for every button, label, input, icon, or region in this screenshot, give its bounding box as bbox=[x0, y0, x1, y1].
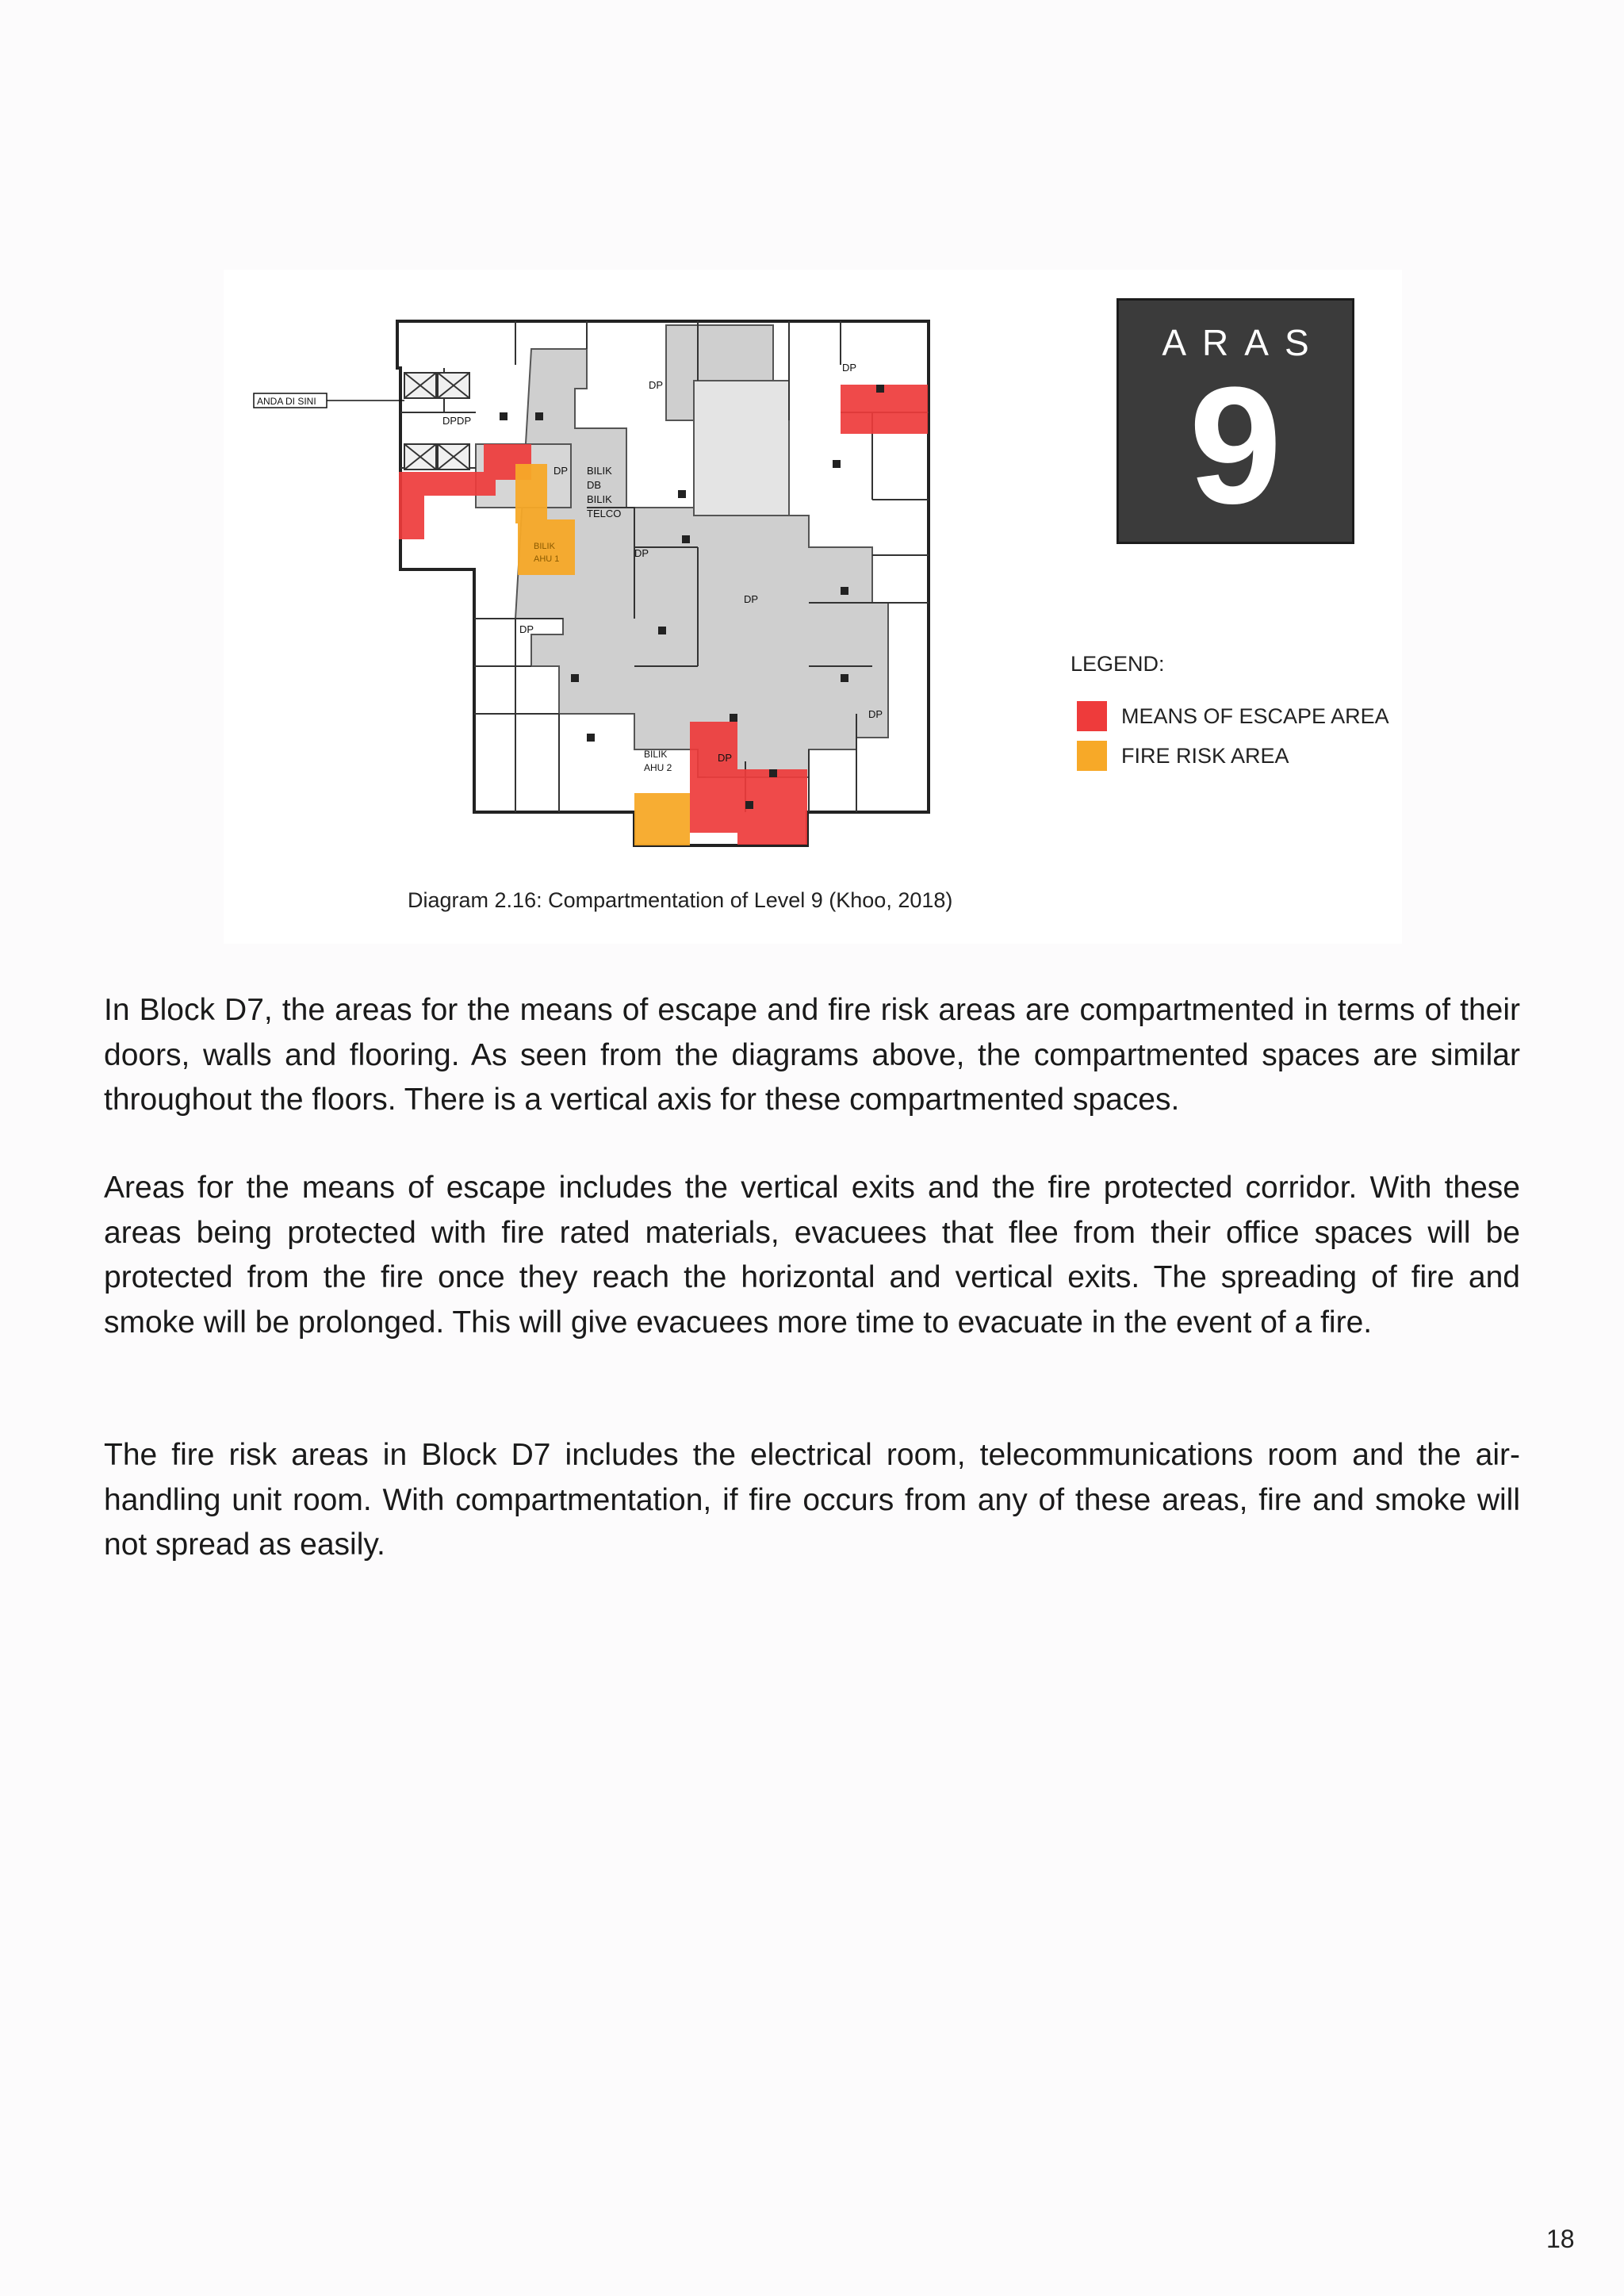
dp-label: DP bbox=[649, 379, 664, 391]
level-sign bbox=[1116, 298, 1354, 544]
legend-swatch-fire-risk bbox=[1077, 741, 1107, 771]
legend-item-escape bbox=[1077, 701, 1389, 731]
bilik-db-label-2: DB bbox=[587, 479, 602, 491]
page-number: 18 bbox=[1546, 2225, 1575, 2253]
level-sign-number: 9 bbox=[1189, 352, 1282, 539]
bilik-ahu1-label-1: BILIK bbox=[534, 542, 555, 551]
paragraph-means-of-escape: Areas for the means of escape includes the vertical exits and the fire protected corridor. With these areas being protected with fire rated materials, evacuees that flee from their office spaces will be protected from the fire once they reach the horizontal and vertical exits. The spreading of fire and smoke will be prolonged. This will give evacuees more time to evacuate in the event of a fire. bbox=[104, 1171, 1520, 1340]
dp-label: DP bbox=[868, 708, 883, 720]
dpdp-label: DPDP bbox=[442, 415, 472, 427]
bilik-ahu2-label-1: BILIK bbox=[644, 749, 668, 760]
dp-label: DP bbox=[553, 465, 569, 477]
legend-item-fire-risk bbox=[1077, 741, 1289, 771]
bilik-db-label-1: BILIK bbox=[587, 465, 612, 477]
legend-label-escape: MEANS OF ESCAPE AREA bbox=[1121, 703, 1389, 728]
dp-label: DP bbox=[744, 593, 759, 605]
you-are-here-label: ANDA DI SINI bbox=[257, 396, 316, 407]
dp-label: DP bbox=[718, 752, 733, 764]
central-hall bbox=[694, 381, 789, 516]
bilik-ahu1-label-2: AHU 1 bbox=[534, 554, 560, 564]
dp-label: DP bbox=[519, 623, 534, 635]
legend-swatch-escape bbox=[1077, 701, 1107, 731]
bilik-ahu2-label-2: AHU 2 bbox=[644, 762, 672, 773]
bilik-telco-label-2: TELCO bbox=[587, 508, 622, 519]
legend-title: LEGEND: bbox=[1071, 652, 1165, 676]
floor-plan bbox=[257, 317, 932, 845]
bilik-telco-label-1: BILIK bbox=[587, 493, 612, 505]
paragraph-fire-risk: The fire risk areas in Block D7 includes the electrical room, telecommunications room and the air-handling unit room. With compartmentation, if fire occurs from any of these areas, fire and smoke will not spread as easily. bbox=[104, 1438, 1520, 1562]
dp-label: DP bbox=[634, 547, 649, 559]
level-sign-word: ARAS bbox=[1162, 322, 1325, 363]
dp-label: DP bbox=[842, 362, 857, 374]
paragraph-intro: In Block D7, the areas for the means of escape and fire risk areas are compartmented in terms of their doors, walls and flooring. As seen from the diagrams above, the compartmented spaces are similar throughout the floors. There is a vertical axis for these compartmented spaces. bbox=[104, 993, 1520, 1117]
legend-label-fire-risk: FIRE RISK AREA bbox=[1121, 743, 1289, 768]
figure-caption: Diagram 2.16: Compartmentation of Level 9 (Khoo, 2018) bbox=[408, 888, 953, 912]
